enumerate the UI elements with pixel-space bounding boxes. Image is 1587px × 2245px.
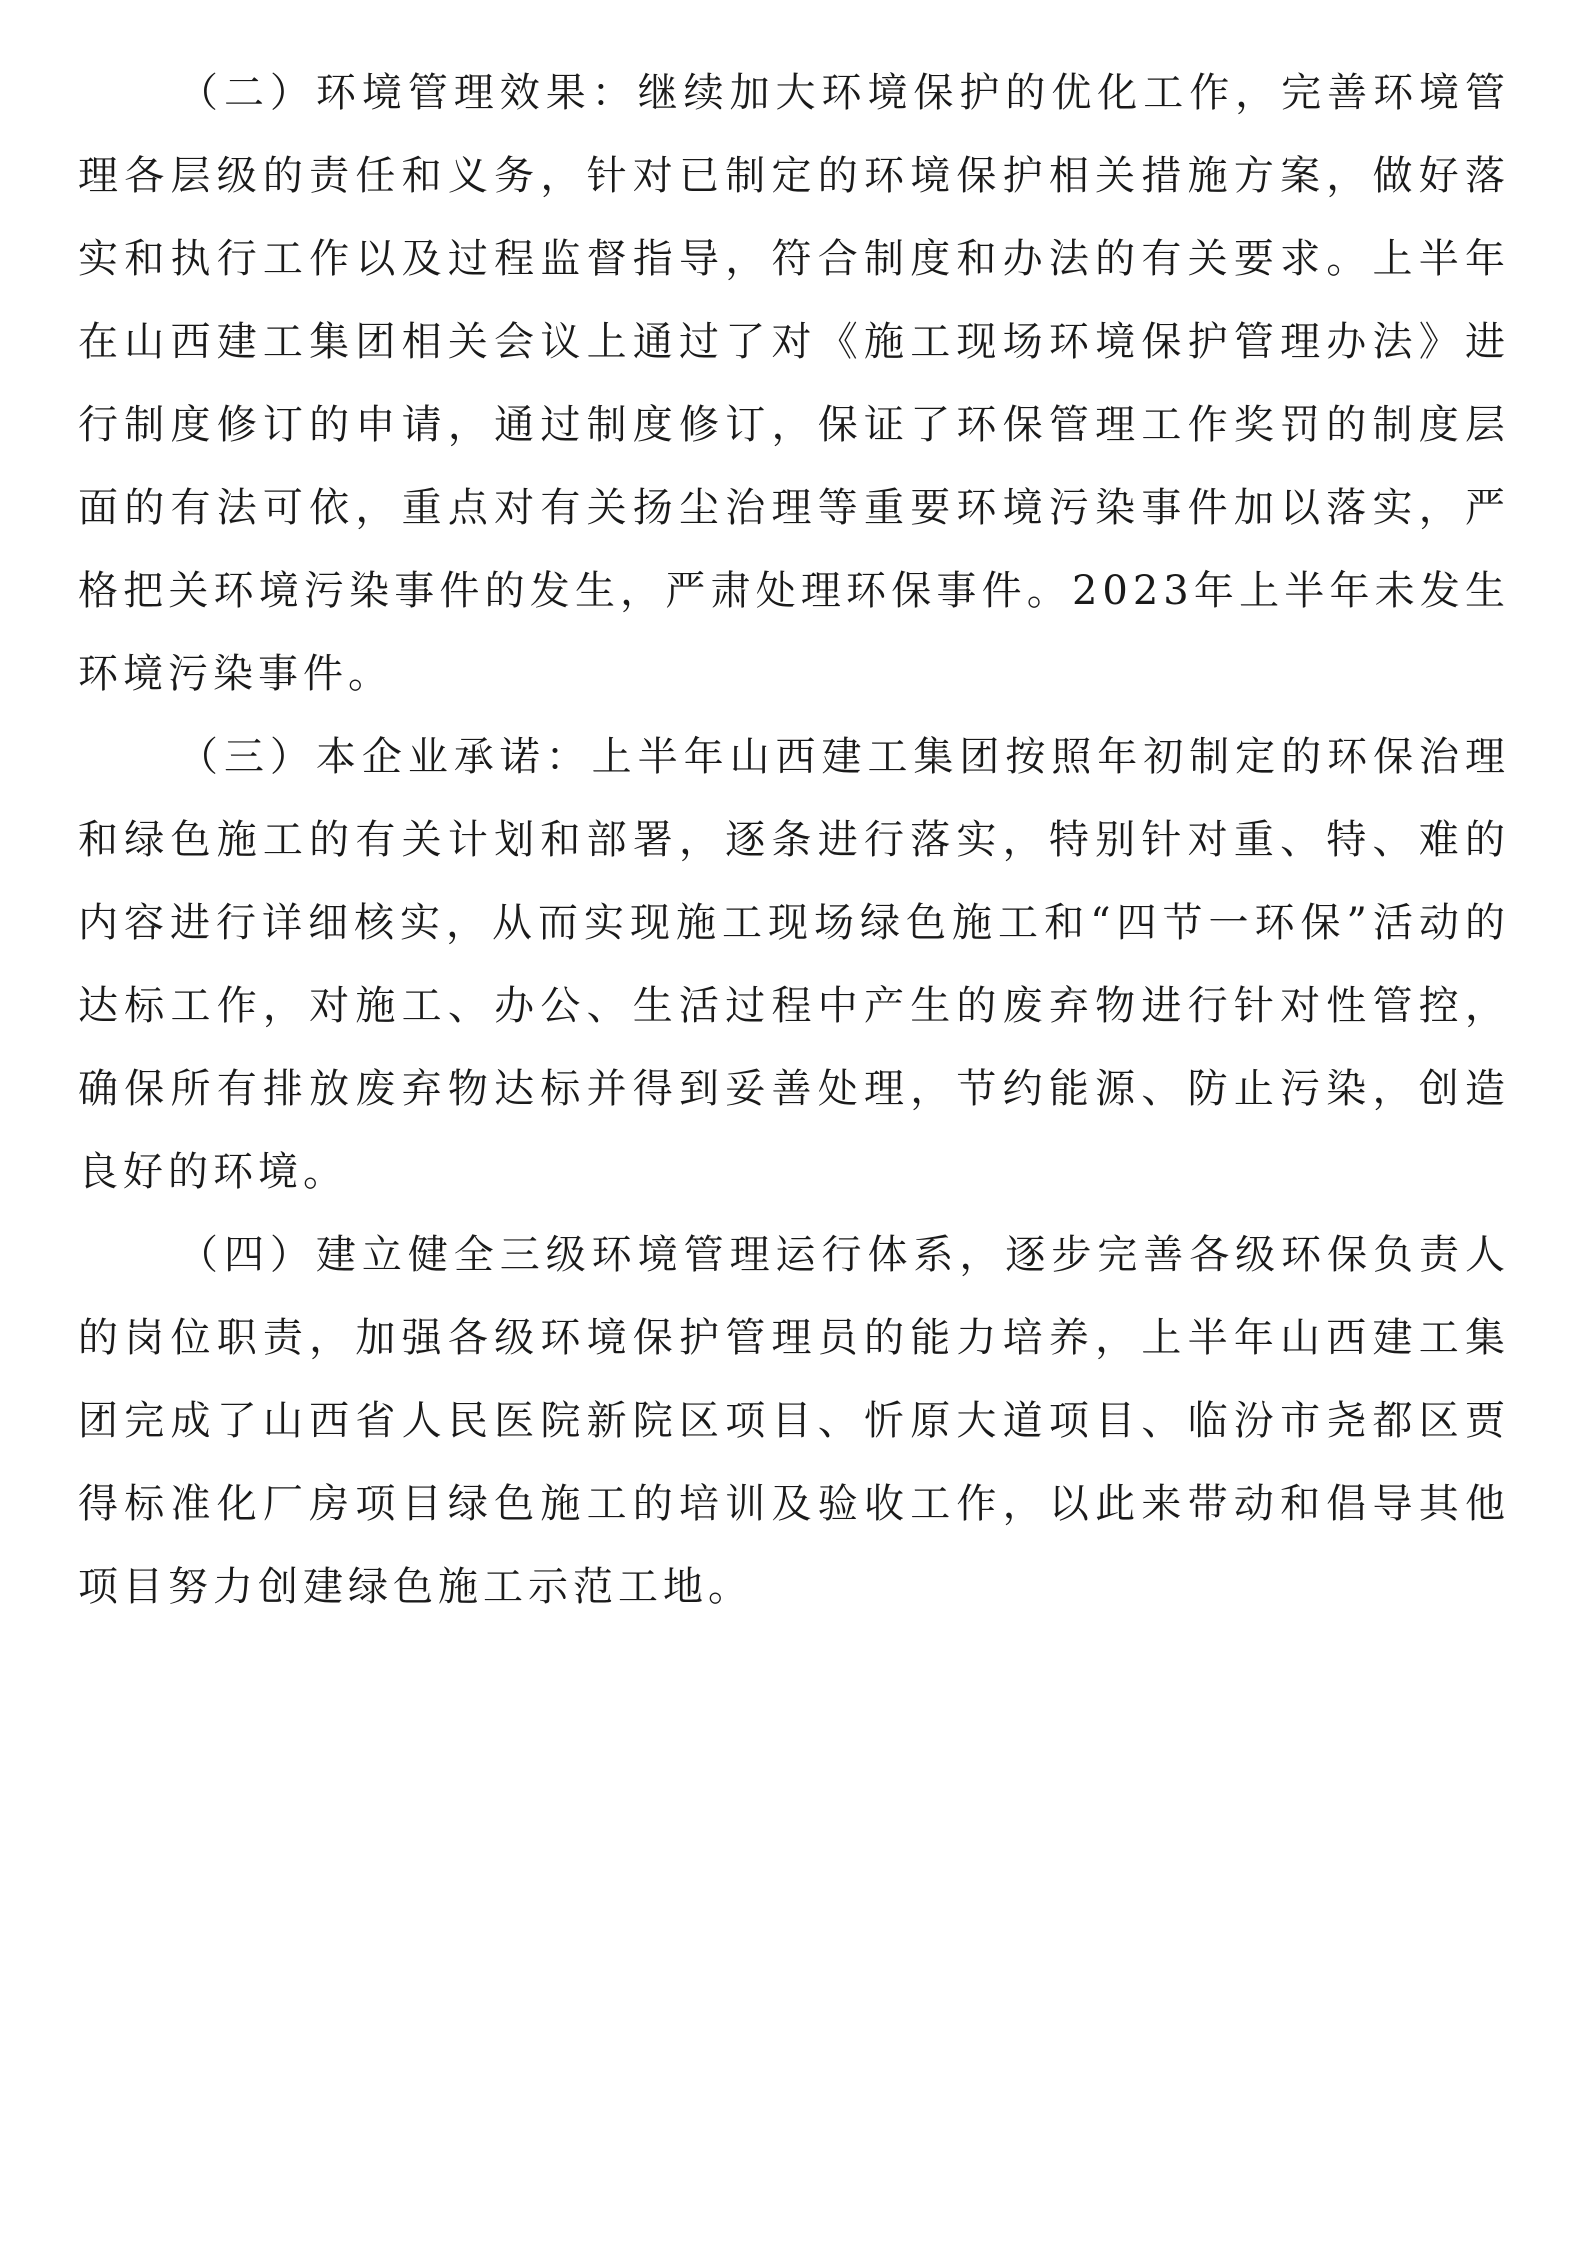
paragraph-three-level-management-system: （四）建立健全三级环境管理运行体系，逐步完善各级环保负责人的岗位职责，加强各级环境保护管理员的能力培养，上半年山西建工集团完成了山西省人民医院新院区项目、忻原大道项目、临汾市尧都区贾得标准化厂房项目绿色施工的培训及验收工作，以此来带动和倡导其他项目努力创建绿色施工示范工地。: [78, 1232, 1510, 1610]
paragraph-environment-management-effect: （二）环境管理效果：继续加大环境保护的优化工作，完善环境管理各层级的责任和义务，针对已制定的环境保护相关措施方案，做好落实和执行工作以及过程监督指导，符合制度和办法的有关要求。上半年在山西建工集团相关会议上通过了对《施工现场环境保护管理办法》进行制度修订的申请，通过制度修订，保证了环保管理工作奖罚的制度层面的有法可依，重点对有关扬尘治理等重要环境污染事件加以落实，严格把关环境污染事件的发生，严肃处理环保事件。2023年上半年未发生环境污染事件。: [78, 70, 1510, 697]
paragraph-enterprise-commitment: （三）本企业承诺：上半年山西建工集团按照年初制定的环保治理和绿色施工的有关计划和部署，逐条进行落实，特别针对重、特、难的内容进行详细核实，从而实现施工现场绿色施工和“四节一环保”活动的达标工作，对施工、办公、生活过程中产生的废弃物进行针对性管控，确保所有排放废弃物达标并得到妥善处理，节约能源、防止污染，创造良好的环境。: [78, 734, 1510, 1195]
document-page: [78, 52, 1510, 1629]
